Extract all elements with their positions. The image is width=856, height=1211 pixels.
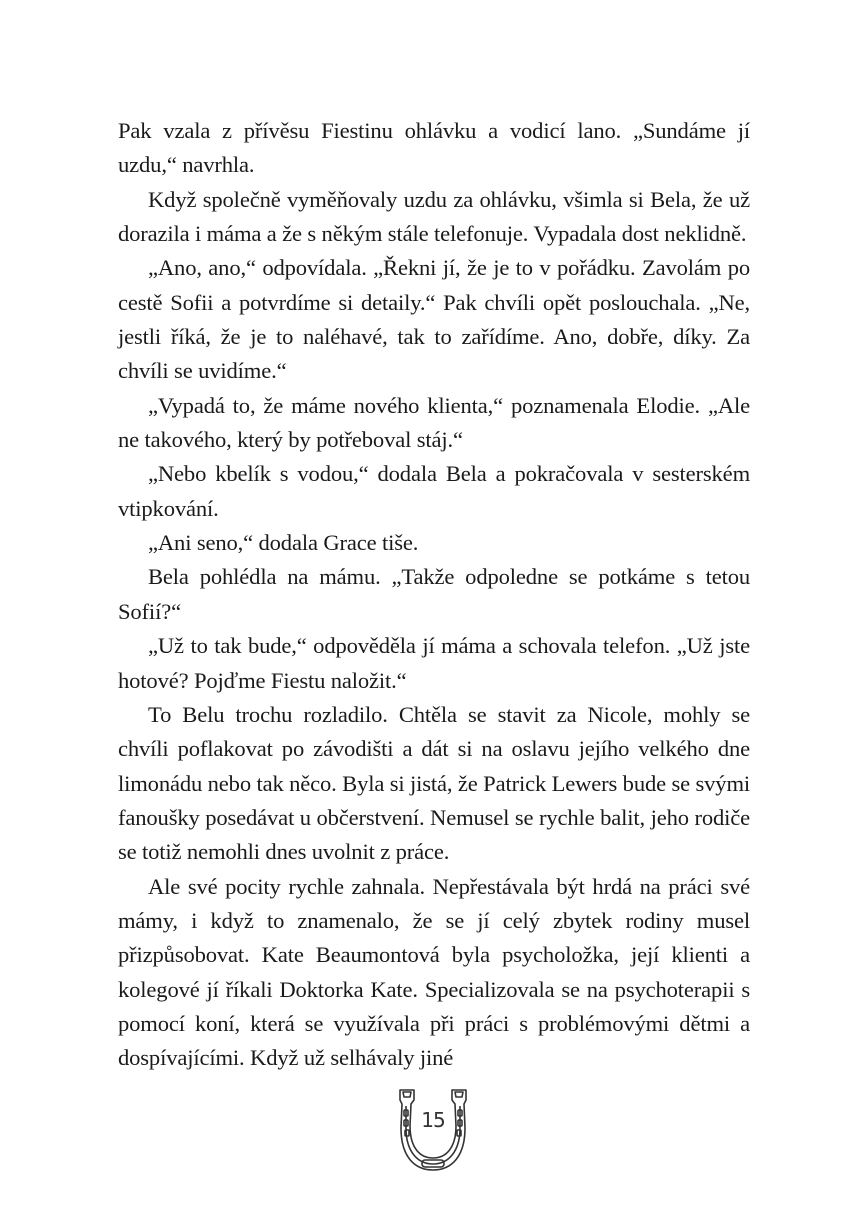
paragraph: „Vypadá to, že máme nového klienta,“ poznamenala Elodie. „Ale ne takového, který by potřeboval stáj.“: [118, 392, 750, 453]
paragraph: Ale své pocity rychle zahnala. Nepřestávala být hrdá na práci své mámy, i když to znamenalo, že se jí celý zbytek rodiny musel přizpůsobovat. Kate Beaumontová byla psycholožka, její klienti a kolegové jí říkali Doktorka Kate. Specializovala se na psychoterapii s pomocí koní, která se využívala při práci s problémovými dětmi a dospívajícími. Když už selhávaly jiné: [118, 873, 750, 1071]
paragraph: „Ano, ano,“ odpovídala. „Řekni jí, že je to v pořádku. Zavolám po cestě Sofii a potvrdíme si detaily.“ Pak chvíli opět poslouchala. „Ne, jestli říká, že je to naléhavé, tak to zařídíme. Ano, dobře, díky. Za chvíli se uvidíme.“: [118, 255, 750, 384]
paragraph: Když společně vyměňovaly uzdu za ohlávku, všimla si Bela, že už dorazila i máma a že s někým stále telefonuje. Vypadala dost neklidně.: [118, 186, 750, 247]
paragraph: „Ani seno,“ dodala Grace tiše.: [148, 530, 419, 556]
paragraph: Bela pohlédla na mámu. „Takže odpoledne se potkáme s tetou Sofií?“: [118, 564, 750, 624]
paragraph: To Belu trochu rozladilo. Chtěla se stavit za Nicole, mohly se chvíli poflakovat po závodišti a dát si na oslavu jejího velkého dne limonádu nebo tak něco. Byla si jistá, že Patrick Lewers bude se svými fanoušky posedávat u občerstvení. Nemusel se rychle balit, jeho rodiče se totiž nemohli dnes uvolnit z práce.: [118, 701, 751, 865]
paragraph: „Nebo kbelík s vodou,“ dodala Bela a pokračovala v sesterském vtipkování.: [118, 461, 750, 521]
body-text: [118, 114, 750, 1076]
page-number: 15: [421, 1108, 445, 1132]
paragraph: Pak vzala z přívěsu Fiestinu ohlávku a vodicí lano. „Sundáme jí uzdu,“ navrhla.: [118, 118, 750, 178]
page-folio: [394, 1086, 472, 1174]
paragraph: „Už to tak bude,“ odpověděla jí máma a schovala telefon. „Už jste hotové? Pojďme Fiestu naložit.“: [118, 633, 750, 693]
